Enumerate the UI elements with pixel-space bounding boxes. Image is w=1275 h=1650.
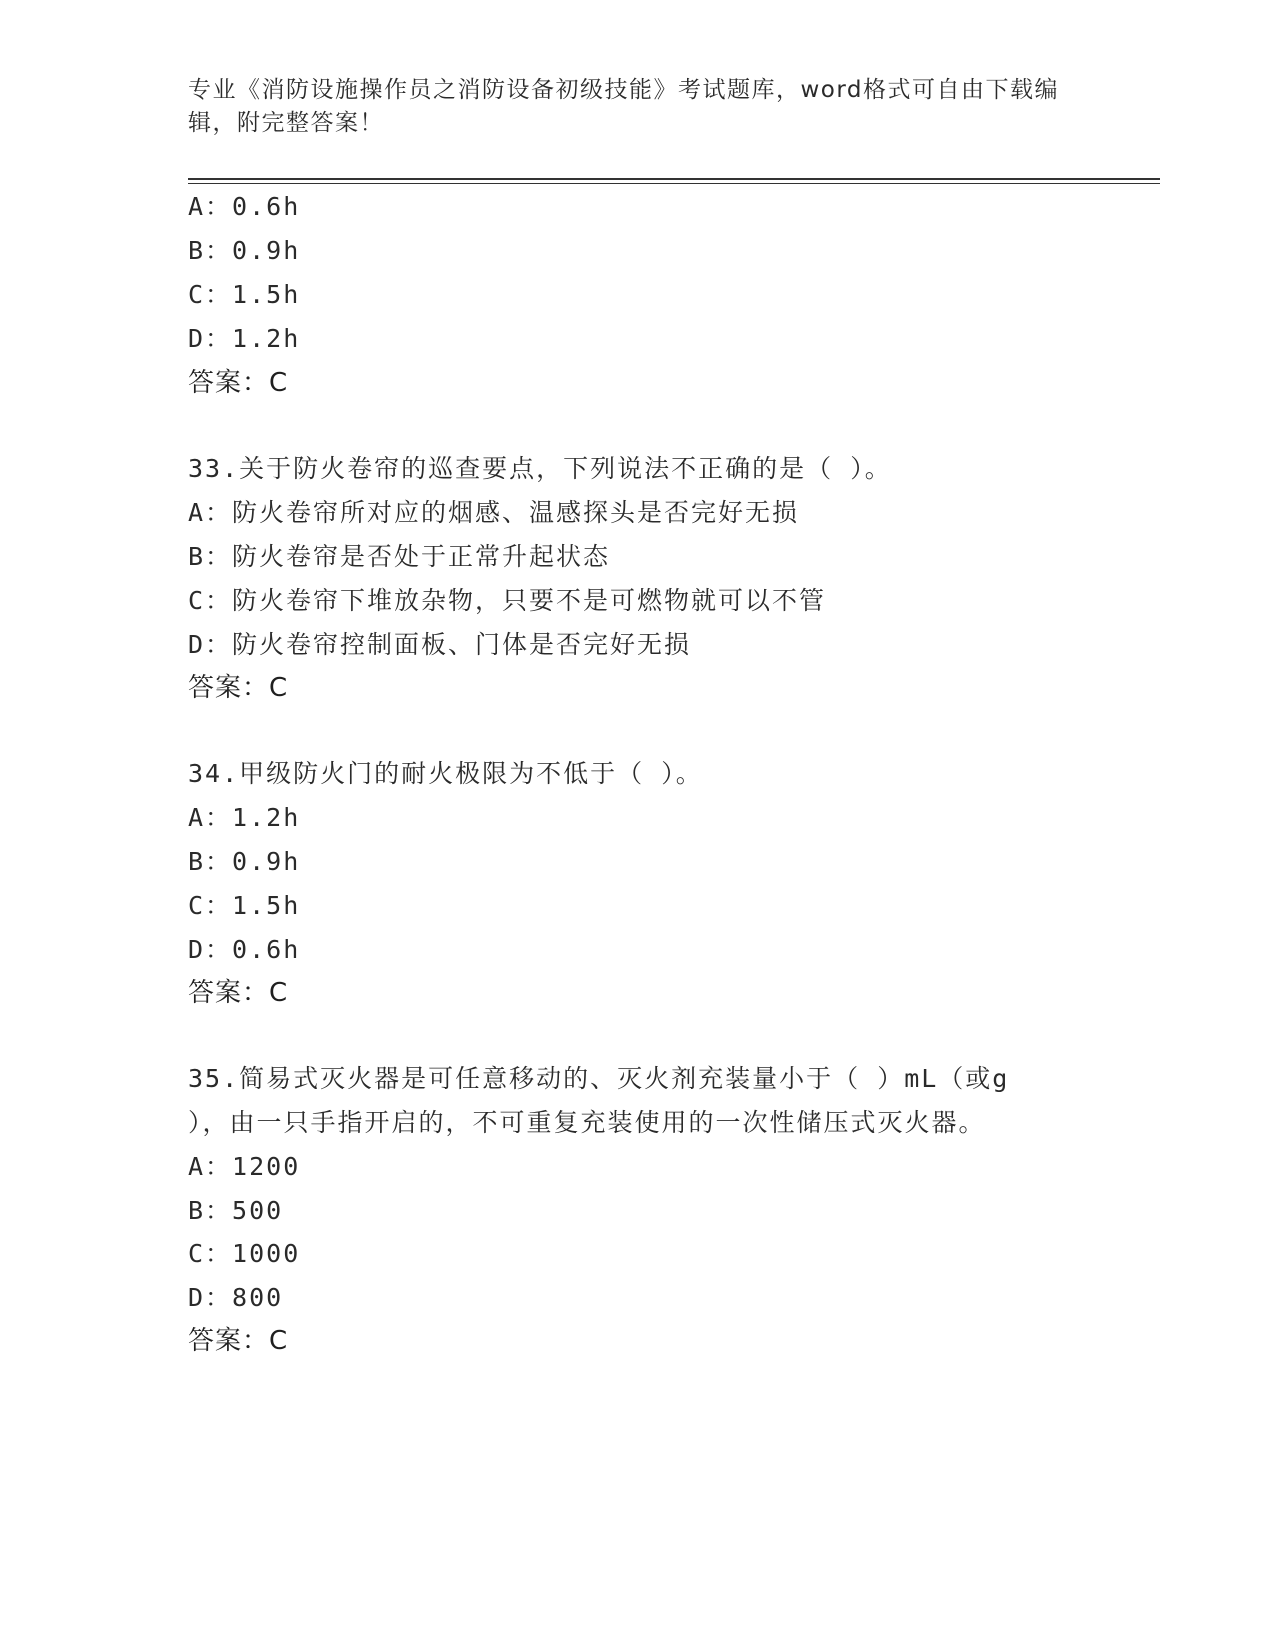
q35-answer: 答案：C xyxy=(188,1326,289,1356)
q32-answer: 答案：C xyxy=(188,368,289,398)
q34-option-b: B：0.9h xyxy=(188,847,301,876)
q33-option-d: D：防火卷帘控制面板、门体是否完好无损 xyxy=(188,630,692,659)
q34-option-a: A：1.2h xyxy=(188,803,301,832)
header-line-1: 专业《消防设施操作员之消防设备初级技能》考试题库，word格式可自由下载编 xyxy=(188,77,1060,103)
q33-option-a: A：防火卷帘所对应的烟感、温感探头是否完好无损 xyxy=(188,498,800,527)
q32-option-c: C：1.5h xyxy=(188,280,301,309)
q34-option-d: D：0.6h xyxy=(188,935,301,964)
q35-option-b: B：500 xyxy=(188,1196,284,1225)
q34-question: 34.甲级防火门的耐火极限为不低于（ ）。 xyxy=(188,759,703,788)
q35-question-line-1: 35.简易式灭火器是可任意移动的、灭火剂充装量小于（ ）mL（或g xyxy=(188,1064,1010,1093)
document-header xyxy=(188,74,1068,140)
q33-question: 33.关于防火卷帘的巡查要点，下列说法不正确的是（ ）。 xyxy=(188,454,892,483)
q33-option-b: B：防火卷帘是否处于正常升起状态 xyxy=(188,542,611,571)
q35-option-c: C：1000 xyxy=(188,1239,301,1268)
header-line-2: 辑，附完整答案！ xyxy=(188,110,384,136)
q33-option-c: C：防火卷帘下堆放杂物，只要不是可燃物就可以不管 xyxy=(188,586,827,615)
header-divider-thick xyxy=(188,178,1160,180)
q34-option-c: C：1.5h xyxy=(188,891,301,920)
q34-answer: 答案：C xyxy=(188,978,289,1008)
header-divider-thin xyxy=(188,183,1160,184)
q35-option-d: D：800 xyxy=(188,1283,284,1312)
q35-question-line-2: ），由一只手指开启的，不可重复充装使用的一次性储压式灭火器。 xyxy=(188,1108,986,1137)
q32-option-b: B：0.9h xyxy=(188,236,301,265)
q32-option-d: D：1.2h xyxy=(188,324,301,353)
q32-option-a: A：0.6h xyxy=(188,192,301,221)
q35-option-a: A：1200 xyxy=(188,1152,301,1181)
q33-answer: 答案：C xyxy=(188,673,289,703)
